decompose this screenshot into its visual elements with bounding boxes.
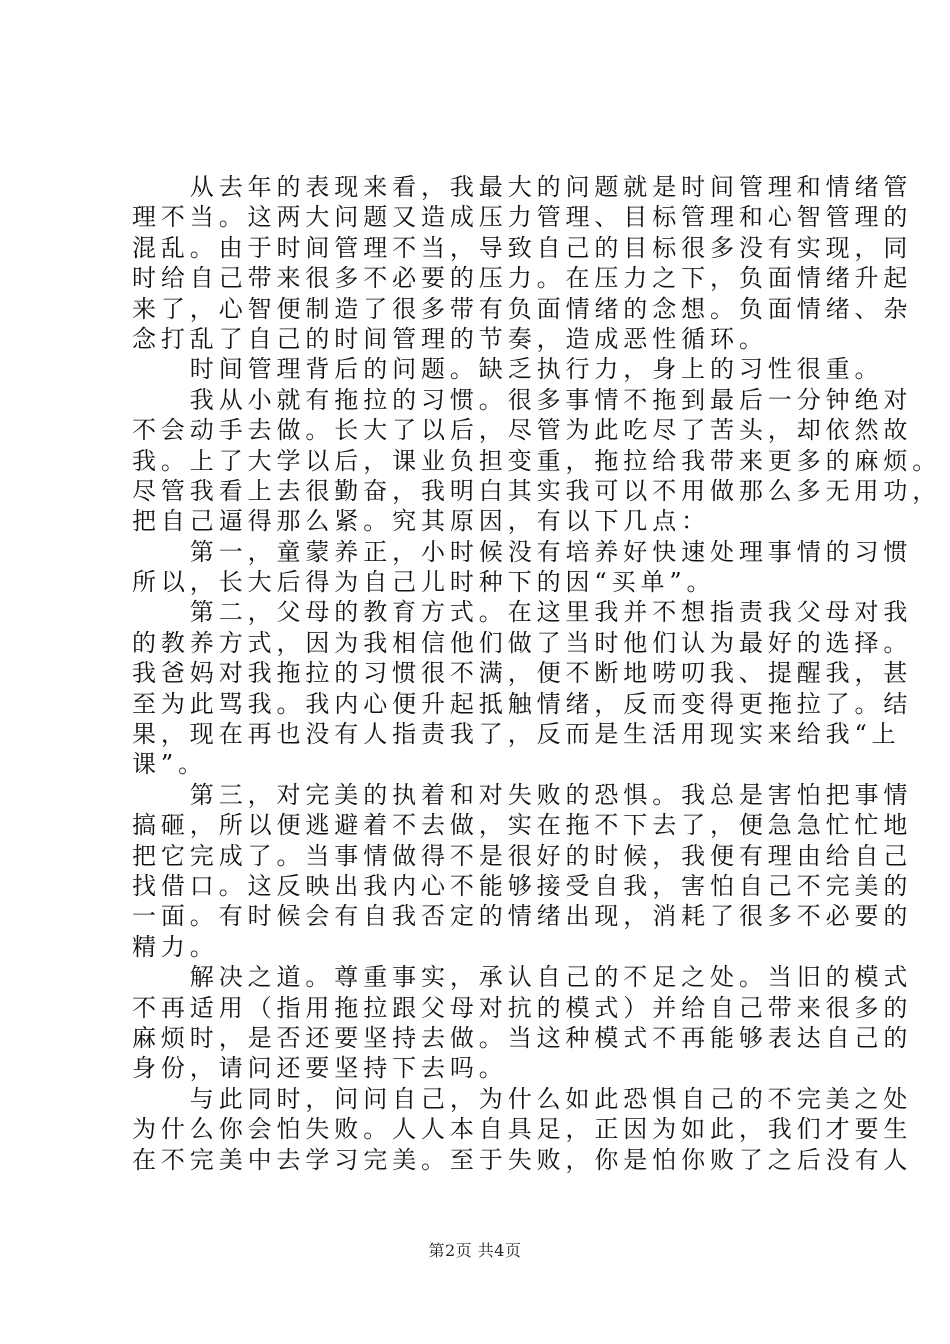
- text-line: 与此同时，问问自己，为什么如此恐惧自己的不完美之处: [132, 1084, 913, 1113]
- text-line: 第一，童蒙养正，小时候没有培养好快速处理事情的习惯: [132, 537, 913, 566]
- text-line: 我。上了大学以后，课业负担变重，拖拉给我带来更多的麻烦。: [132, 446, 942, 475]
- text-line: 从去年的表现来看，我最大的问题就是时间管理和情绪管: [132, 173, 913, 201]
- text-line: 我爸妈对我拖拉的习惯很不满，便不断地唠叨我、提醒我，甚: [132, 659, 913, 688]
- text-line: 把它完成了。当事情做得不是很好的时候，我便有理由给自己: [132, 841, 913, 870]
- text-line: 不再适用（指用拖拉跟父母对抗的模式）并给自己带来很多的: [132, 993, 913, 1022]
- text-line: 所以，长大后得为自己儿时种下的因“买单”。: [132, 568, 716, 597]
- page-number-footer: 第2页 共4页: [428, 1241, 522, 1260]
- text-line: 尽管我看上去很勤奋，我明白其实我可以不用做那么多无用功，: [132, 476, 942, 505]
- text-line: 把自己逼得那么紧。究其原因，有以下几点：: [132, 507, 710, 536]
- text-line: 精力。: [132, 932, 219, 961]
- text-line: 果，现在再也没有人指责我了，反而是生活用现实来给我“上: [132, 720, 901, 749]
- text-line: 为什么你会怕失败。人人本自具足，正因为如此，我们才要生: [132, 1115, 913, 1144]
- text-line: 时给自己带来很多不必要的压力。在压力之下，负面情绪升起: [132, 264, 913, 293]
- text-line: 混乱。由于时间管理不当，导致自己的目标很多没有实现，同: [132, 233, 913, 262]
- text-line: 第三，对完美的执着和对失败的恐惧。我总是害怕把事情: [132, 780, 913, 809]
- text-line: 来了，心智便制造了很多带有负面情绪的念想。负面情绪、杂: [132, 294, 913, 323]
- text-line: 时间管理背后的问题。缺乏执行力，身上的习性很重。: [132, 355, 884, 384]
- text-line: 理不当。这两大问题又造成压力管理、目标管理和心智管理的: [132, 203, 913, 232]
- text-line: 课”。: [132, 750, 207, 779]
- text-line: 不会动手去做。长大了以后，尽管为此吃尽了苦头，却依然故: [132, 416, 913, 445]
- text-line: 在不完美中去学习完美。至于失败，你是怕你败了之后没有人: [132, 1145, 913, 1174]
- text-line: 我从小就有拖拉的习惯。很多事情不拖到最后一分钟绝对: [132, 385, 913, 414]
- text-line: 第二，父母的教育方式。在这里我并不想指责我父母对我: [132, 598, 913, 627]
- text-line: 搞砸，所以便逃避着不去做，实在拖不下去了，便急急忙忙地: [132, 811, 913, 840]
- text-line: 麻烦时，是否还要坚持去做。当这种模式不再能够表达自己的: [132, 1023, 913, 1052]
- text-line: 至为此骂我。我内心便升起抵触情绪，反而变得更拖拉了。结: [132, 689, 913, 718]
- text-line: 一面。有时候会有自我否定的情绪出现，消耗了很多不必要的: [132, 902, 913, 931]
- text-line: 解决之道。尊重事实，承认自己的不足之处。当旧的模式: [132, 963, 913, 992]
- text-line: 身份，请问还要坚持下去吗。: [132, 1054, 508, 1083]
- text-line: 的教养方式，因为我相信他们做了当时他们认为最好的选择。: [132, 628, 913, 657]
- text-line: 找借口。这反映出我内心不能够接受自我，害怕自己不完美的: [132, 871, 913, 900]
- document-body: [132, 172, 942, 1175]
- text-line: 念打乱了自己的时间管理的节奏，造成恶性循环。: [132, 324, 768, 353]
